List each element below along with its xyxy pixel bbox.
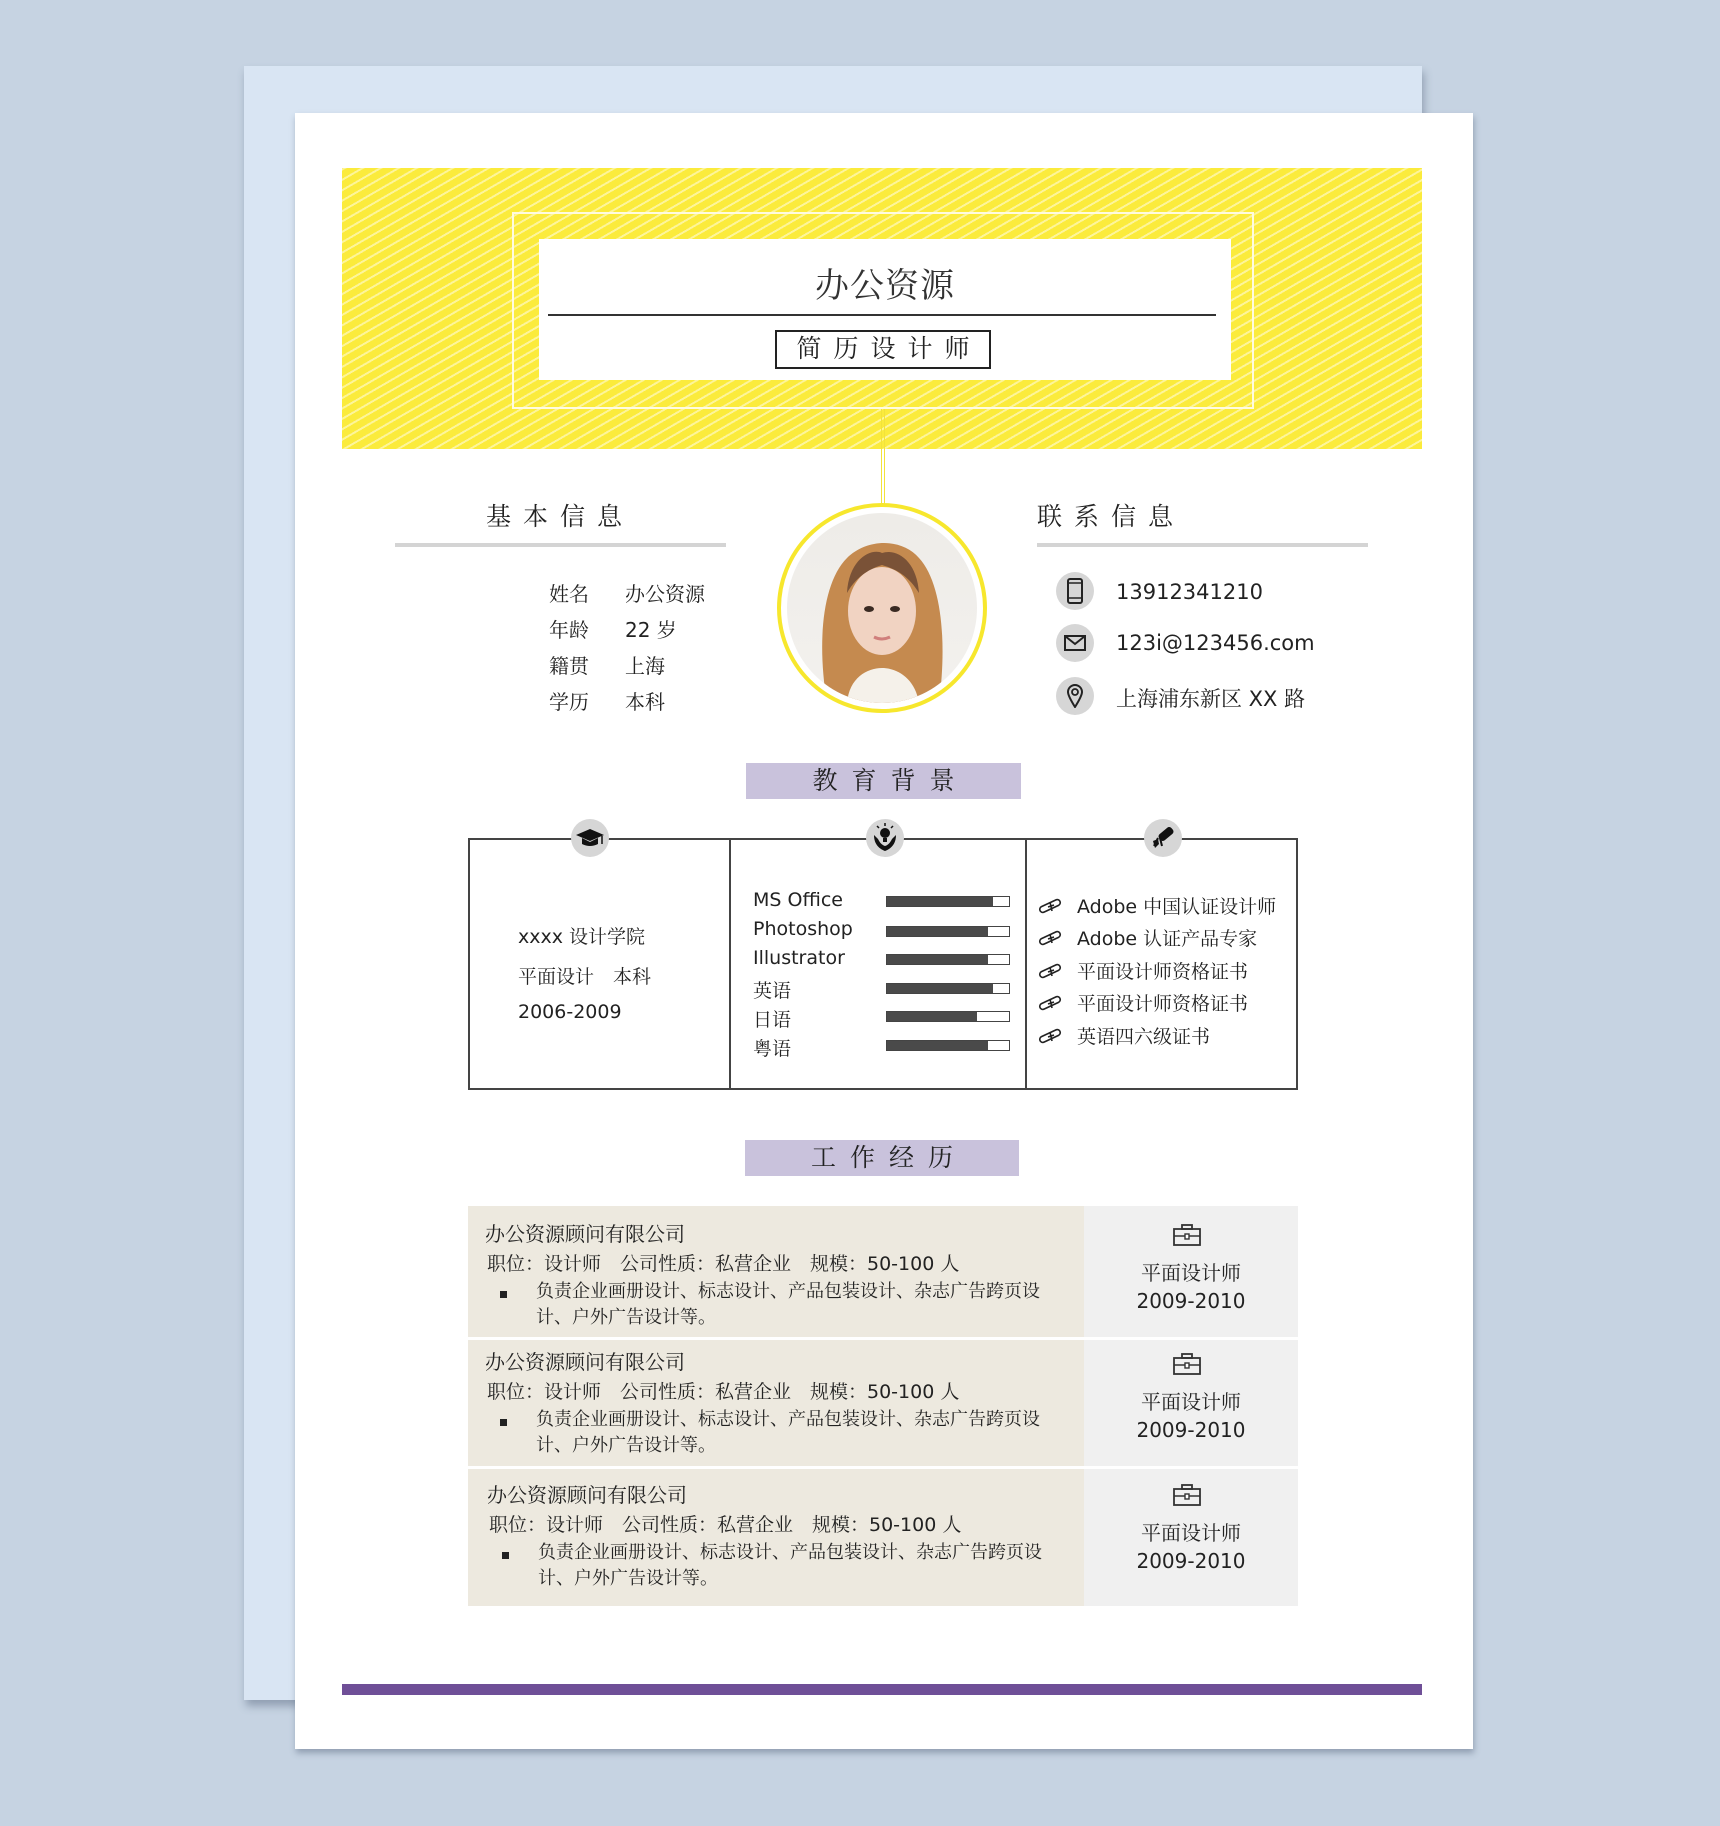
job-description: 负责企业画册设计、标志设计、产品包装设计、杂志广告跨页设计、户外广告设计等。	[538, 1542, 1042, 1589]
certificate-name: 英语四六级证书	[1077, 1026, 1211, 1048]
job-description: 负责企业画册设计、标志设计、产品包装设计、杂志广告跨页设计、户外广告设计等。	[536, 1409, 1040, 1456]
info-row-hometown	[549, 650, 665, 679]
skill-bar-fill	[887, 1012, 977, 1021]
certificate-item	[1037, 989, 1248, 1016]
skill-label: 日语	[753, 1009, 792, 1031]
certificate-item	[1037, 924, 1257, 951]
diploma-scroll-icon	[1037, 963, 1063, 979]
portrait-illustration	[787, 513, 977, 703]
job-role: 平面设计师	[1141, 1390, 1241, 1414]
contact-info-heading: 联系信息	[1037, 502, 1186, 531]
skill-bar-fill	[887, 1041, 988, 1050]
job-role: 平面设计师	[1141, 1261, 1241, 1285]
mail-icon	[1056, 624, 1094, 662]
diploma-icon	[1144, 819, 1182, 857]
info-label: 姓名	[549, 582, 589, 606]
basic-info-heading: 基本信息	[485, 502, 634, 531]
major-degree: 平面设计 本科	[518, 966, 652, 988]
certificate-name: 平面设计师资格证书	[1077, 993, 1249, 1015]
job-meta: 职位：设计师 公司性质：私营企业 规模：50-100 人	[487, 1253, 960, 1275]
certificate-item	[1037, 1022, 1210, 1049]
bullet-marker	[500, 1291, 507, 1298]
phone-number[interactable]: 13912341210	[1116, 580, 1263, 604]
skill-label: Illustrator	[753, 947, 845, 969]
job-description: 负责企业画册设计、标志设计、产品包装设计、杂志广告跨页设计、户外广告设计等。	[536, 1281, 1040, 1328]
job-company: 办公资源顾问有限公司	[485, 1222, 685, 1246]
job-period: 2009-2010	[1136, 1549, 1246, 1573]
info-value: 22 岁	[625, 618, 677, 642]
graduation-cap-icon	[571, 819, 609, 857]
job-period: 2009-2010	[1136, 1418, 1246, 1442]
skill-bar	[886, 896, 1010, 907]
education-column-divider	[729, 838, 731, 1090]
info-row-age	[549, 614, 677, 643]
job-company: 办公资源顾问有限公司	[487, 1483, 687, 1507]
info-row-education	[549, 686, 665, 715]
lightbulb-hands-icon	[866, 819, 904, 857]
certificate-item	[1037, 957, 1248, 984]
info-row-name	[549, 578, 705, 607]
info-label: 年龄	[549, 618, 589, 642]
job-company: 办公资源顾问有限公司	[485, 1350, 685, 1374]
bullet-marker	[502, 1552, 509, 1559]
skill-bar-fill	[887, 955, 988, 964]
footer-accent-bar	[342, 1684, 1422, 1695]
certificate-name: Adobe 认证产品专家	[1077, 928, 1258, 950]
diploma-scroll-icon	[1037, 995, 1063, 1011]
contact-info-rule	[1037, 543, 1368, 547]
skill-bar	[886, 926, 1010, 937]
skill-bar	[886, 983, 1010, 994]
skill-label: 英语	[753, 980, 792, 1002]
phone-icon	[1056, 572, 1094, 610]
briefcase-icon	[1173, 1484, 1201, 1510]
bullet-marker	[500, 1419, 507, 1426]
briefcase-icon	[1173, 1224, 1201, 1250]
school-name: xxxx 设计学院	[518, 926, 646, 948]
info-value: 办公资源	[625, 582, 705, 606]
location-pin-icon	[1056, 677, 1094, 715]
skill-bar	[886, 1011, 1010, 1022]
job-period: 2009-2010	[1136, 1289, 1246, 1313]
certificate-name: 平面设计师资格证书	[1077, 961, 1249, 983]
skill-bar-fill	[887, 984, 993, 993]
certificate-name: Adobe 中国认证设计师	[1077, 896, 1277, 918]
education-heading: 教育背景	[746, 763, 1021, 799]
title-divider	[548, 314, 1216, 316]
work-heading: 工作经历	[745, 1140, 1019, 1176]
info-label: 学历	[549, 690, 589, 714]
address: 上海浦东新区 XX 路	[1116, 687, 1306, 711]
skill-bar	[886, 1040, 1010, 1051]
certificate-item	[1037, 892, 1276, 919]
skill-bar-fill	[887, 897, 993, 906]
skill-label: Photoshop	[753, 918, 853, 940]
info-value: 上海	[625, 654, 665, 678]
job-role: 平面设计师	[1141, 1521, 1241, 1545]
skill-bar	[886, 954, 1010, 965]
profile-photo	[787, 513, 977, 703]
info-value: 本科	[625, 690, 665, 714]
email-address[interactable]: 123i@123456.com	[1116, 631, 1315, 655]
skill-bar-fill	[887, 927, 988, 936]
diploma-scroll-icon	[1037, 930, 1063, 946]
resume-name: 办公资源	[815, 266, 955, 306]
job-meta: 职位：设计师 公司性质：私营企业 规模：50-100 人	[489, 1514, 962, 1536]
education-column-divider	[1025, 838, 1027, 1090]
skill-label: MS Office	[753, 889, 843, 911]
briefcase-icon	[1173, 1353, 1201, 1379]
diploma-scroll-icon	[1037, 1028, 1063, 1044]
education-period: 2006-2009	[518, 1001, 622, 1023]
job-meta: 职位：设计师 公司性质：私营企业 规模：50-100 人	[487, 1381, 960, 1403]
photo-connector-line	[881, 409, 885, 505]
skill-label: 粤语	[753, 1038, 792, 1060]
info-label: 籍贯	[549, 654, 589, 678]
resume-subtitle: 简历设计师	[775, 330, 991, 369]
basic-info-rule	[395, 543, 726, 547]
diploma-scroll-icon	[1037, 898, 1063, 914]
